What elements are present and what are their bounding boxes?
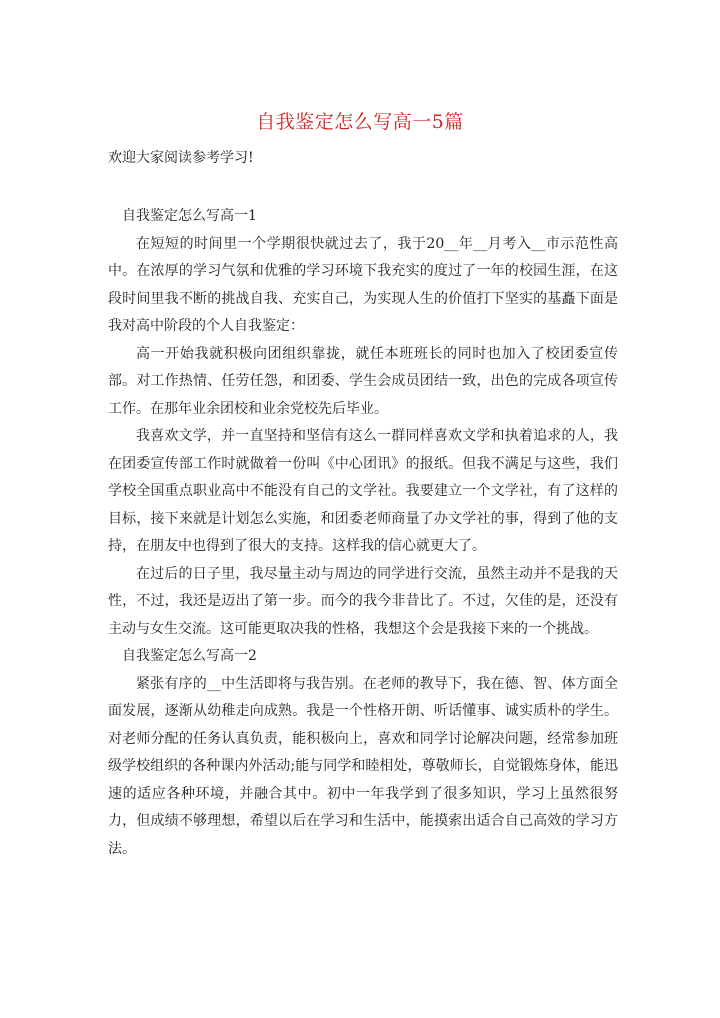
document-title: 自我鉴定怎么写高一5篇 [256, 111, 464, 133]
intro-text: 欢迎大家阅读参考学习! [108, 150, 254, 166]
paragraph: 紧张有序的__中生活即将与我告别。在老师的教导下，我在德、智、体方面全面发展，逐渐从幼稚走向成熟。我是一个性格开朗、听话懂事、诚实质朴的学生。对老师分配的任务认真负责，能积极向上，喜欢和同学讨论解决问题，经常参加班级学校组织的各种课内外活动;能与同学和睦相处，尊敬师长，自觉锻炼身体，能迅速的适应各种环境，并融合其中。初中一年我学到了很多知识，学习上虽然很努力，但成绩不够理想，希望以后在学习和生活中，能摸索出适合自己高效的学习方法。 [108, 675, 618, 857]
section-heading: 自我鉴定怎么写高一2 [122, 648, 257, 664]
paragraph: 在过后的日子里，我尽量主动与周边的同学进行交流，虽然主动并不是我的天性，不过，我还是迈出了第一步。而今的我今非昔比了。不过，欠佳的是，还没有主动与女生交流。这可能更取决我的性格，我想这个会是我接下来的一个挑战。 [108, 565, 618, 637]
paragraph: 在短短的时间里一个学期很快就过去了，我于20__年__月考入__市示范性高中。在浓厚的学习气氛和优雅的学习环境下我充实的度过了一年的校园生涯，在这段时间里我不断的挑战自我、充实自己，为实现人生的价值打下坚实的基矗下面是我对高中阶段的个人自我鉴定： [108, 235, 618, 334]
section-heading: 自我鉴定怎么写高一1 [122, 208, 257, 224]
paragraph: 高一开始我就积极向团组织靠拢，就任本班班长的同时也加入了校团委宣传部。对工作热情、任劳任怨，和团委、学生会成员团结一致，出色的完成各项宣传工作。在那年业余团校和业余党校先后毕业。 [108, 345, 618, 417]
document-body [108, 203, 618, 863]
paragraph: 我喜欢文学，并一直坚持和坚信有这么一群同样喜欢文学和执着追求的人，我在团委宣传部工作时就做着一份叫《中心团讯》的报纸。但我不满足与这些，我们学校全国重点职业高中不能没有自己的文学社。我要建立一个文学社，有了这样的目标，接下来就是计划怎么实施，和团委老师商量了办文学社的事，得到了他的支持，在朋友中也得到了很大的支持。这样我的信心就更大了。 [108, 428, 618, 554]
